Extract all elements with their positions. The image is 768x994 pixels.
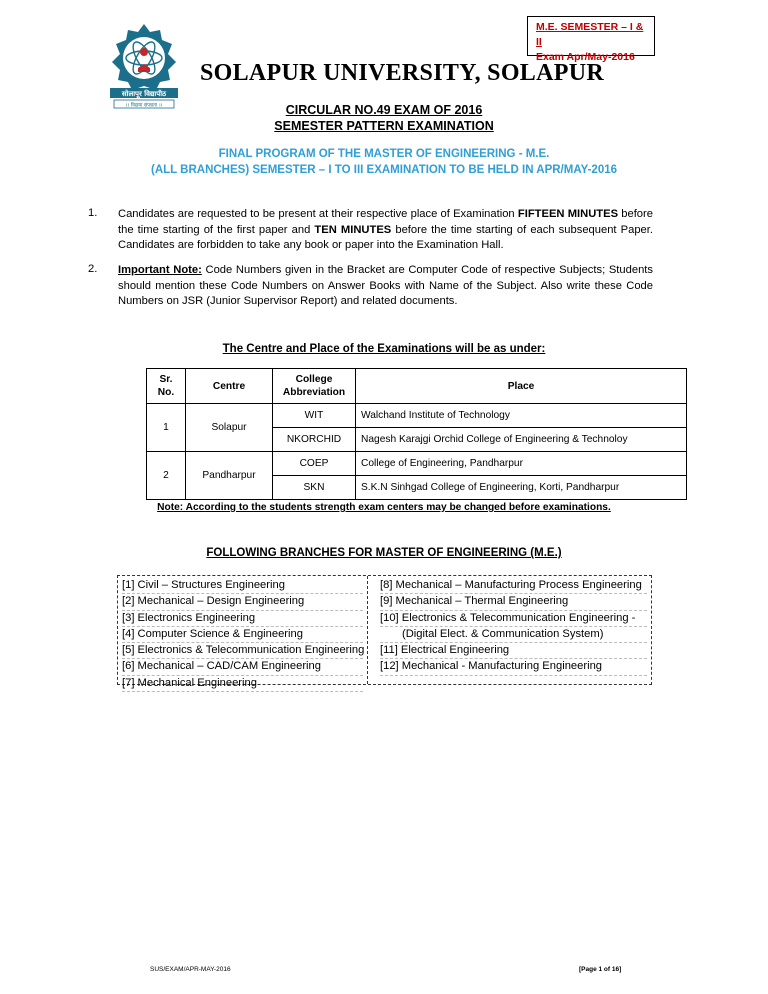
point-number: 2. — [88, 263, 98, 275]
bold-run: TEN MINUTES — [314, 223, 392, 236]
place-cell: Nagesh Karajgi Orchid College of Engineering & Technoloy — [356, 428, 687, 452]
list-item: (Digital Elect. & Communication System) — [380, 627, 647, 643]
table-row — [147, 452, 687, 476]
list-item: [12] Mechanical - Manufacturing Engineering — [380, 659, 647, 675]
centre-change-note: Note: According to the students strength exam centers may be changed before examinations. — [157, 502, 611, 513]
semester-tag-line1: M.E. SEMESTER – I & II — [536, 21, 644, 48]
centre-cell: Solapur — [186, 404, 273, 452]
list-item: [6] Mechanical – CAD/CAM Engineering — [122, 659, 363, 675]
branches-left-column — [118, 576, 368, 689]
abbreviation-cell: SKN — [273, 476, 356, 500]
semester-tag — [527, 16, 655, 63]
list-item: [4] Computer Science & Engineering — [122, 627, 363, 643]
text-run: Code Numbers given in the Bracket are Computer Code of respective Subjects; Students should mention these Code Numbers on Answer Books with Name of the Subject. Also write these Code Numbers on JSR (Junior Supervisor Report) and related documents. — [118, 264, 654, 308]
program-line1: FINAL PROGRAM OF THE MASTER OF ENGINEERING - M.E. — [218, 148, 550, 160]
program-line2: (ALL BRANCHES) SEMESTER – I TO III EXAMINATION TO BE HELD IN APR/MAY-2016 — [150, 164, 618, 176]
header-college-abbreviation: College Abbreviation — [273, 369, 356, 404]
table-row — [147, 404, 687, 428]
list-item: [9] Mechanical – Thermal Engineering — [380, 594, 647, 610]
instruction-paragraph-2 — [118, 263, 653, 310]
list-item: [2] Mechanical – Design Engineering — [122, 594, 363, 610]
university-title: SOLAPUR UNIVERSITY, SOLAPUR — [200, 60, 604, 86]
branches-heading: FOLLOWING BRANCHES FOR MASTER OF ENGINEERING (M.E.) — [206, 547, 562, 559]
abbreviation-cell: NKORCHID — [273, 428, 356, 452]
table-header-row — [147, 369, 687, 404]
logo-text: सोलापूर विद्यापीठ — [121, 90, 167, 98]
list-item: [5] Electronics & Telecommunication Engineering — [122, 643, 363, 659]
branches-box — [117, 575, 652, 689]
abbreviation-cell: COEP — [273, 452, 356, 476]
list-item: [10] Electronics & Telecommunication Engineering - — [380, 611, 647, 627]
list-item: [11] Electrical Engineering — [380, 643, 647, 659]
place-cell: S.K.N Sinhgad College of Engineering, Korti, Pandharpur — [356, 476, 687, 500]
branches-right-column — [368, 576, 651, 684]
page-number: [Page 1 of 16] — [579, 966, 622, 973]
sr-no-cell: 1 — [147, 404, 186, 452]
place-cell: College of Engineering, Pandharpur — [356, 452, 687, 476]
program-heading — [0, 146, 768, 178]
centre-cell: Pandharpur — [186, 452, 273, 500]
exam-centres-table — [146, 368, 687, 500]
list-item: [3] Electronics Engineering — [122, 611, 363, 627]
sr-no-cell: 2 — [147, 452, 186, 500]
list-item: [7] Mechanical Engineering — [122, 676, 363, 692]
text-run: before the time starting of each subsequent Paper. Candidates are forbidden to take any book or paper into the Examination Hall. — [118, 223, 653, 252]
circular-number: CIRCULAR NO.49 EXAM OF 2016 — [285, 103, 483, 117]
bold-run: FIFTEEN MINUTES — [517, 208, 619, 220]
semester-tag-line2: Exam Apr/May-2016 — [536, 51, 635, 63]
important-note-label: Important Note: — [118, 264, 202, 276]
point-number: 1. — [88, 207, 98, 219]
header-centre: Centre — [186, 369, 273, 404]
header-place: Place — [356, 369, 687, 404]
abbreviation-cell: WIT — [273, 404, 356, 428]
exam-pattern: SEMESTER PATTERN EXAMINATION — [274, 119, 494, 133]
circular-heading — [0, 102, 768, 134]
list-item: [8] Mechanical – Manufacturing Process Engineering — [380, 578, 647, 594]
instruction-paragraph-1 — [118, 207, 653, 254]
list-item: [1] Civil – Structures Engineering — [122, 578, 363, 594]
centres-heading: The Centre and Place of the Examinations will be as under: — [222, 343, 546, 355]
footer-reference: SUS/EXAM/APR-MAY-2016 — [150, 966, 231, 973]
text-run: before the time starting of the first paper and — [118, 208, 653, 236]
text-run: Candidates are requested to be present at their respective place of Examination — [118, 208, 518, 220]
university-logo — [106, 22, 182, 110]
logo-motto: ।। विद्यया संपन्नता ।। — [125, 102, 163, 109]
header-sr-no: Sr. No. — [147, 369, 186, 404]
place-cell: Walchand Institute of Technology — [356, 404, 687, 428]
